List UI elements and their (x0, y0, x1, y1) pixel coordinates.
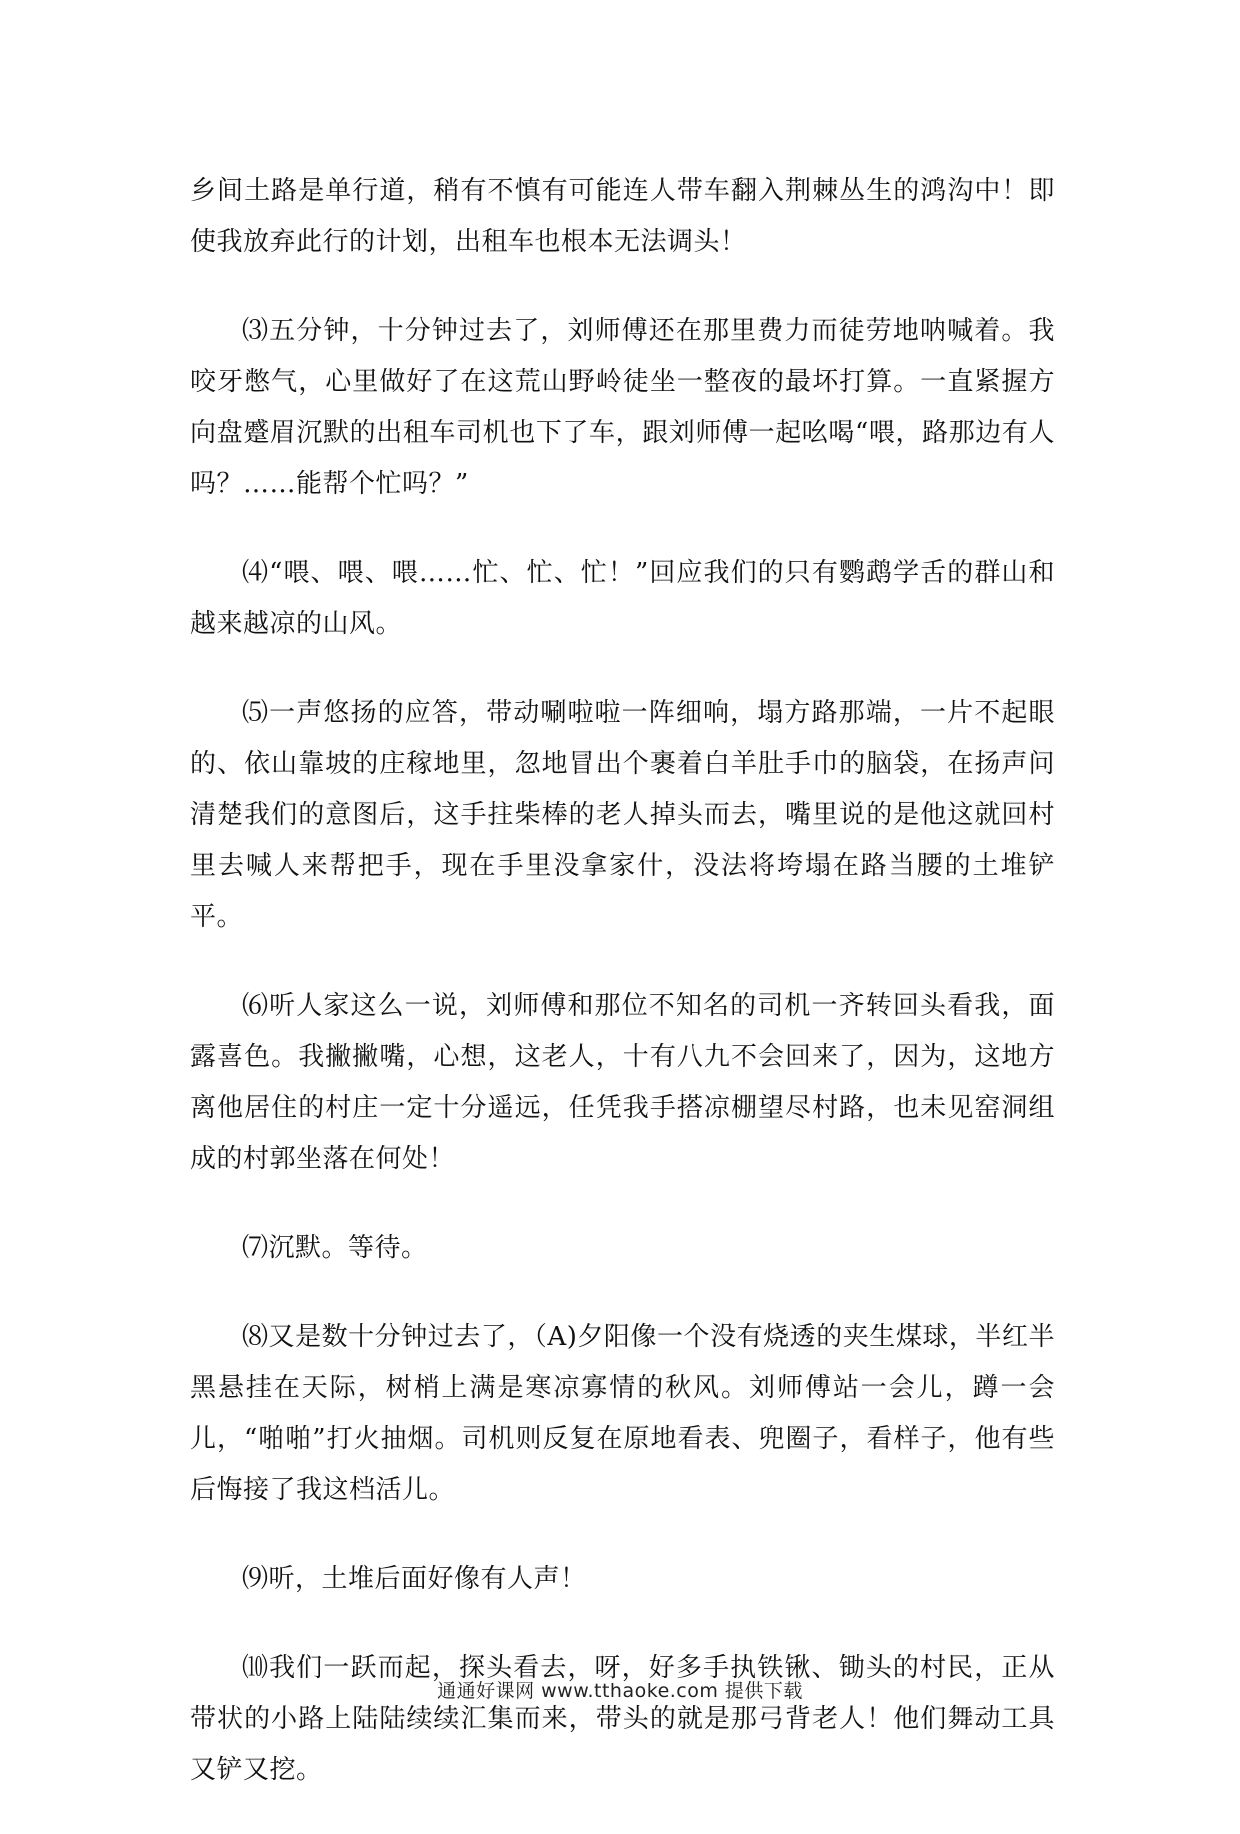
article-body (190, 166, 1055, 1834)
paragraph-3: ⑶五分钟，十分钟过去了，刘师傅还在那里费力而徒劳地呐喊着。我咬牙憋气，心里做好了在这荒山野岭徒坐一整夜的最坏打算。一直紧握方向盘蹙眉沉默的出租车司机也下了车，跟刘师傅一起吆喝“喂，路那边有人吗？……能帮个忙吗？” (190, 316, 1055, 499)
paragraph-7: ⑺沉默。等待。 (242, 1233, 428, 1263)
paragraph-8: ⑻又是数十分钟过去了，（A)夕阳像一个没有烧透的夹生煤球，半红半黑悬挂在天际，树梢上满是寒凉寡情的秋风。刘师傅站一会儿，蹲一会儿，“啪啪”打火抽烟。司机则反复在原地看表、兜圈子，看样子，他有些后悔接了我这档活儿。 (190, 1322, 1055, 1505)
paragraph-6: ⑹听人家这么一说，刘师傅和那位不知名的司机一齐转回头看我，面露喜色。我撇撇嘴，心想，这老人，十有八九不会回来了，因为，这地方离他居住的村庄一定十分遥远，任凭我手搭凉棚望尽村路，也未见窑洞组成的村郭坐落在何处！ (190, 991, 1055, 1174)
paragraph-10: ⑽我们一跃而起，探头看去，呀，好多手执铁锹、锄头的村民，正从带状的小路上陆陆续续汇集而来，带头的就是那弓背老人！他们舞动工具又铲又挖。 (190, 1653, 1055, 1785)
paragraph-9: ⑼听，土堆后面好像有人声！ (242, 1564, 587, 1594)
page-footer: 通通好课网 www.tthaoke.com 提供下载 (437, 1680, 803, 1702)
paragraph-4: ⑷“喂、喂、喂……忙、忙、忙！”回应我们的只有鹦鹉学舌的群山和越来越凉的山风。 (190, 558, 1055, 639)
paragraph-continuation: 乡间土路是单行道，稍有不慎有可能连人带车翻入荆棘丛生的鸿沟中！即使我放弃此行的计划，出租车也根本无法调头！ (190, 176, 1055, 257)
paragraph-5: ⑸一声悠扬的应答，带动唰啦啦一阵细响，塌方路那端，一片不起眼的、依山靠坡的庄稼地里，忽地冒出个裹着白羊肚手巾的脑袋，在扬声问清楚我们的意图后，这手拄柴棒的老人掉头而去，嘴里说的是他这就回村里去喊人来帮把手，现在手里没拿家什，没法将垮塌在路当腰的土堆铲平。 (190, 698, 1055, 932)
